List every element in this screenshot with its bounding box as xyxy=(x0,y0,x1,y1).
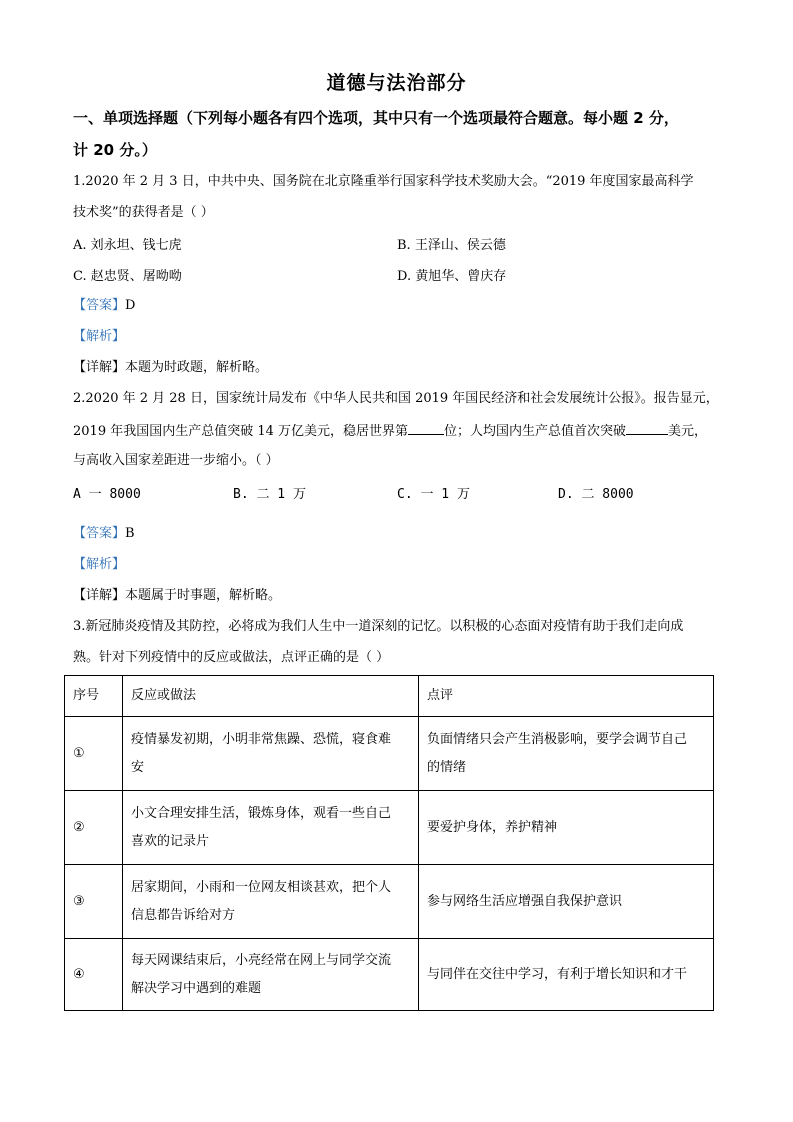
answer-value: D xyxy=(125,298,136,313)
table-header-row xyxy=(65,676,714,717)
q3-stem-line1: 3.新冠肺炎疫情及其防控，必将成为我们人生中一道深刻的记忆。以积极的心态面对疫情有助于我们走向成 xyxy=(73,619,684,634)
q1-stem-line1: 1.2020 年 2 月 3 日，中共中央、国务院在北京隆重举行国家科学技术奖励大会。“2019 年度国家最高科学 xyxy=(73,174,694,189)
page-title: 道德与法治部分 xyxy=(326,72,467,94)
q1-answer xyxy=(73,296,135,316)
answer-value: B xyxy=(125,526,135,541)
table-header: 序号 xyxy=(65,676,123,717)
table-row xyxy=(65,717,714,791)
table-row xyxy=(65,791,714,865)
table-cell-no: ④ xyxy=(65,939,123,1011)
cell-line: 每天网课结束后，小亮经常在网上与同学交流 xyxy=(131,952,392,968)
section-heading-line1: 一、单项选择题（下列每小题各有四个选项，其中只有一个选项最符合题意。每小题 2 分， xyxy=(73,109,679,127)
table-cell-no: ① xyxy=(65,717,123,791)
cell-line: 安 xyxy=(131,759,145,775)
cell-line: 居家期间，小雨和一位网友相谈甚欢，把个人 xyxy=(131,879,392,895)
q3-table xyxy=(64,675,714,1011)
answer-tag: 【答案】 xyxy=(73,526,126,541)
q1-option-b: B. 王泽山、侯云德 xyxy=(397,238,506,253)
q1-option-d: D. 黄旭华、曾庆存 xyxy=(397,269,507,284)
cell-line: 喜欢的记录片 xyxy=(131,833,210,849)
section-heading-line2: 计 20 分。） xyxy=(73,141,157,159)
q2-stem-line1: 2.2020 年 2 月 28 日，国家统计局发布《中华人民共和国 2019 年国民经济和社会发展统计公报》。报告显元， xyxy=(73,391,719,406)
table-row xyxy=(65,865,714,939)
table-cell-action xyxy=(123,717,419,791)
table-cell-action xyxy=(123,791,419,865)
q2-option-d: D. 二 8000 xyxy=(558,487,634,502)
q2-option-b: B. 二 1 万 xyxy=(233,487,306,502)
q2-option-a: A 一 8000 xyxy=(73,487,141,502)
cell-line: 解决学习中遇到的难题 xyxy=(131,980,262,996)
table-cell-comment: 参与网络生活应增强自我保护意识 xyxy=(419,865,714,939)
table-header: 反应或做法 xyxy=(123,676,419,717)
q1-detail xyxy=(73,358,268,378)
answer-blank xyxy=(626,420,668,435)
table-cell-comment: 要爱护身体，养护精神 xyxy=(419,791,714,865)
q2-stem-part2: 位；人均国内生产总值首次突破 xyxy=(444,424,627,439)
cell-line: 疫情暴发初期，小明非常焦躁、恐慌，寝食难 xyxy=(131,731,392,747)
table-cell-action xyxy=(123,939,419,1011)
q2-answer xyxy=(73,524,135,544)
detail-text: 本题为时政题，解析略。 xyxy=(125,360,269,375)
q2-stem-line3: 与高收入国家差距进一步缩小。（ ） xyxy=(73,453,279,468)
cell-line: 信息都告诉给对方 xyxy=(131,907,236,923)
q2-analysis-tag: 【解析】 xyxy=(73,557,126,572)
table-header: 点评 xyxy=(419,676,714,717)
q1-option-a: A. 刘永坦、钱七虎 xyxy=(73,238,182,253)
q2-stem-part3: 美元， xyxy=(668,424,708,439)
table-cell-no: ② xyxy=(65,791,123,865)
cell-line: 小文合理安排生活，锻炼身体，观看一些自己 xyxy=(131,805,392,821)
answer-tag: 【答案】 xyxy=(73,298,126,313)
q1-stem-line2: 技术奖”的获得者是（ ） xyxy=(73,205,214,220)
table-cell-action xyxy=(123,865,419,939)
table-cell-comment xyxy=(419,717,714,791)
q2-detail xyxy=(73,586,281,606)
table-row xyxy=(65,939,714,1011)
table-cell-comment: 与同伴在交往中学习，有利于增长知识和才干 xyxy=(419,939,714,1011)
q2-stem-part1: 2019 年我国国内生产总值突破 14 万亿美元，稳居世界第 xyxy=(73,424,409,439)
detail-tag: 【详解】 xyxy=(73,360,126,375)
q1-option-c: C. 赵忠贤、屠呦呦 xyxy=(73,269,182,284)
detail-text: 本题属于时事题，解析略。 xyxy=(125,588,282,603)
q2-stem-line2 xyxy=(73,420,707,442)
detail-tag: 【详解】 xyxy=(73,588,126,603)
q3-stem-line2: 熟。针对下列疫情中的反应或做法，点评正确的是（ ） xyxy=(73,650,390,665)
cell-line: 负面情绪只会产生消极影响，要学会调节自己 xyxy=(427,731,688,747)
q1-analysis-tag: 【解析】 xyxy=(73,329,126,344)
q2-option-c: C. 一 1 万 xyxy=(397,487,470,502)
answer-blank xyxy=(408,420,444,435)
table-cell-no: ③ xyxy=(65,865,123,939)
cell-line: 的情绪 xyxy=(427,759,467,775)
